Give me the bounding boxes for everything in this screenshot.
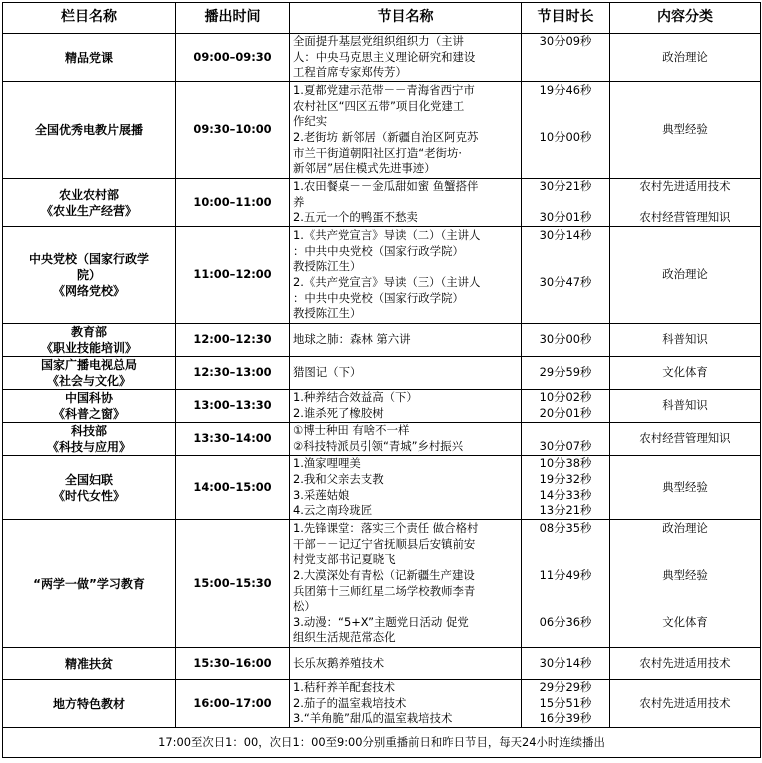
column-name-cell-line: 国家广播电视总局 (40, 358, 137, 372)
category-cell (610, 179, 761, 227)
category-cell (610, 227, 761, 324)
table-row (3, 456, 761, 520)
program-name-cell-line: 3.“羊角脆”甜瓜的温室栽培技术 (293, 711, 453, 726)
duration-cell-line: 30分14秒 (539, 228, 592, 243)
duration-cell-line: 30分47秒 (539, 275, 592, 289)
duration-cell (522, 179, 610, 227)
column-name-cell (3, 423, 176, 456)
duration-cell-line: 16分39秒 (539, 711, 592, 726)
table-row (3, 34, 761, 82)
column-name-cell (3, 648, 176, 680)
duration-cell-line: 06分36秒 (539, 614, 592, 629)
column-name-cell (3, 390, 176, 423)
header-column-name: 栏目名称 (3, 3, 176, 34)
column-name-cell-line: 精品党课 (64, 50, 113, 65)
duration-cell (522, 648, 610, 680)
program-name-cell-line: 2.老街坊 新邻居（新疆自治区阿克苏 (293, 130, 479, 144)
category-cell-line: 科普知识 (662, 332, 708, 347)
duration-cell-line: 19分32秒 (539, 471, 592, 486)
table-row (3, 680, 761, 728)
duration-cell-line: 11分49秒 (539, 567, 592, 582)
duration-cell (522, 227, 610, 324)
column-name-cell-line: 教育部 (70, 325, 107, 339)
table-row (3, 390, 761, 423)
column-name-cell (3, 82, 176, 179)
header-program-name: 节目名称 (290, 3, 522, 34)
column-name-cell (3, 456, 176, 520)
program-name-cell-line: ②科技特派员引领“青城”乡村振兴 (293, 439, 464, 453)
duration-cell-line: 30分14秒 (539, 655, 592, 670)
duration-cell-line: 30分01秒 (539, 210, 592, 225)
category-cell (610, 34, 761, 82)
air-time-cell: 15:30–16:00 (176, 648, 290, 680)
category-cell-line: 文化体育 (662, 614, 708, 629)
program-name-cell (290, 227, 522, 324)
duration-cell-line (525, 259, 606, 275)
duration-cell-line: 15分51秒 (539, 695, 592, 710)
category-cell-line: 典型经验 (662, 479, 708, 494)
category-cell-line (613, 630, 757, 646)
program-name-cell (290, 179, 522, 227)
header-air-time: 播出时间 (176, 3, 290, 34)
duration-cell (522, 456, 610, 520)
duration-cell-line (525, 537, 606, 553)
category-cell (610, 648, 761, 680)
program-name-cell-line: 兵团第十三师红星二场学校教师李青 (293, 583, 476, 598)
category-cell-line (613, 584, 757, 600)
program-name-cell-line: ①博士种田 有啥不一样 (293, 423, 410, 438)
table-row (3, 324, 761, 357)
program-name-cell-line: 猎图记（下） (293, 365, 362, 380)
category-cell (610, 456, 761, 520)
program-name-cell (290, 423, 522, 456)
duration-cell (522, 357, 610, 390)
column-name-cell (3, 324, 176, 357)
category-cell-line: 农村经营管理知识 (639, 431, 731, 446)
program-name-cell-line: 工程首席专家郑传芳） (293, 65, 407, 80)
program-name-cell-line: 长乐灰鹅养殖技术 (293, 655, 385, 670)
category-cell-line (613, 552, 757, 568)
category-cell-line: 农村先进适用技术 (639, 655, 731, 670)
duration-cell-line: 30分09秒 (539, 34, 592, 49)
program-name-cell-line: 1.先锋课堂：落实三个责任 做合格村 (293, 521, 479, 536)
program-name-cell-line: 3.动漫：“5+X”主题党日活动 促党 (293, 614, 469, 629)
duration-cell-line: 30分00秒 (539, 332, 592, 347)
program-name-cell-line: 1.农田餐桌－－金瓜甜如蜜 鱼蟹搭伴 (293, 179, 479, 194)
column-name-cell-line: 精准扶贫 (64, 656, 113, 671)
column-name-cell (3, 227, 176, 324)
schedule-body (3, 34, 761, 728)
header-category: 内容分类 (610, 3, 761, 34)
program-name-cell-line: 2.我和父亲去支教 (293, 471, 384, 486)
column-name-cell-line: 《科技与应用》 (46, 440, 131, 454)
column-name-cell-line: 《科普之窗》 (52, 407, 125, 421)
program-name-cell-line: 2.大漠深处有青松（记新疆生产建设 (293, 567, 475, 582)
table-row (3, 520, 761, 648)
table-row (3, 648, 761, 680)
duration-cell-line: 08分35秒 (539, 521, 592, 536)
duration-cell-line (525, 584, 606, 600)
category-cell-line: 农村先进适用技术 (639, 179, 731, 194)
program-name-cell-line: ：中共中央党校（国家行政学院） (293, 290, 464, 305)
program-name-cell (290, 357, 522, 390)
column-name-cell-line: 全国优秀电教片展播 (34, 123, 143, 137)
table-row (3, 227, 761, 324)
program-name-cell-line: 2.《共产党宣言》导读（三）（主讲人 (293, 275, 481, 289)
duration-cell-line (525, 146, 606, 162)
footer-row (3, 728, 761, 758)
duration-cell-line: 19分46秒 (539, 83, 592, 98)
air-time-cell: 12:00–12:30 (176, 324, 290, 357)
duration-cell (522, 423, 610, 456)
duration-cell-line (525, 244, 606, 260)
program-name-cell (290, 324, 522, 357)
column-name-cell (3, 520, 176, 648)
program-name-cell-line: 4.云之南玲珑匠 (293, 503, 373, 518)
air-time-cell: 09:30–10:00 (176, 82, 290, 179)
column-name-cell-line: 地方特色教材 (52, 696, 125, 711)
category-cell (610, 324, 761, 357)
program-name-cell (290, 680, 522, 728)
column-name-cell-line: 全国妇联 (64, 472, 113, 487)
category-cell-line (613, 599, 757, 615)
air-time-cell: 14:00–15:00 (176, 456, 290, 520)
air-time-cell: 10:00–11:00 (176, 179, 290, 227)
program-name-cell-line: 地球之肺：森林 第六讲 (293, 332, 411, 347)
duration-cell (522, 82, 610, 179)
duration-cell-line: 30分07秒 (539, 439, 592, 453)
duration-cell-line (525, 630, 606, 646)
category-cell-line: 政治理论 (662, 521, 708, 536)
category-cell-line: 政治理论 (662, 267, 708, 282)
duration-cell-line: 14分33秒 (539, 487, 592, 502)
air-time-cell: 09:00–09:30 (176, 34, 290, 82)
rebroadcast-note: 17:00至次日1：00，次日1：00至9:00分别重播前日和昨日节目，每天24小时连续播出 (3, 728, 761, 758)
duration-cell-line: 29分59秒 (539, 365, 592, 380)
program-name-cell (290, 34, 522, 82)
program-name-cell-line: 1.《共产党宣言》导读（二）（主讲人 (293, 228, 481, 243)
air-time-cell: 13:00–13:30 (176, 390, 290, 423)
category-cell-line: 文化体育 (662, 365, 708, 380)
program-name-cell (290, 456, 522, 520)
category-cell (610, 82, 761, 179)
column-name-cell-line: 中央党校（国家行政学 (28, 252, 149, 266)
category-cell-line: 典型经验 (662, 567, 708, 582)
column-name-cell (3, 680, 176, 728)
duration-cell-line (525, 291, 606, 307)
category-cell-line (613, 195, 757, 211)
duration-cell-line: 30分21秒 (539, 179, 592, 194)
duration-cell (522, 34, 610, 82)
duration-cell-line: 13分21秒 (539, 503, 592, 518)
program-name-cell-line: 村党支部书记夏晓飞 (293, 552, 396, 567)
air-time-cell: 11:00–12:00 (176, 227, 290, 324)
column-name-cell-line: 《时代女性》 (52, 488, 125, 503)
duration-cell (522, 680, 610, 728)
program-name-cell-line: 3.采莲姑娘 (293, 487, 350, 502)
header-row (3, 3, 761, 34)
program-name-cell-line: 2.茄子的温室栽培技术 (293, 695, 407, 710)
column-name-cell-line: 《社会与文化》 (46, 374, 131, 388)
program-name-cell (290, 390, 522, 423)
category-cell-line: 政治理论 (662, 49, 708, 64)
air-time-cell: 12:30–13:00 (176, 357, 290, 390)
column-name-cell (3, 34, 176, 82)
header-duration: 节目时长 (522, 3, 610, 34)
program-name-cell-line: 教授陈江生） (293, 259, 362, 274)
column-name-cell-line: 《职业技能培训》 (40, 341, 137, 355)
category-cell (610, 390, 761, 423)
duration-cell-line (525, 161, 606, 177)
column-name-cell-line: 院） (76, 268, 101, 282)
duration-cell-line (525, 306, 606, 322)
column-name-cell (3, 179, 176, 227)
duration-cell-line: 10分02秒 (539, 390, 592, 405)
category-cell-line: 科普知识 (662, 398, 708, 413)
program-name-cell-line: 1.夏都党建示范带－－青海省西宁市 (293, 83, 475, 98)
schedule-table (2, 2, 761, 758)
air-time-cell: 16:00–17:00 (176, 680, 290, 728)
category-cell-line: 农村经营管理知识 (639, 210, 731, 225)
column-name-cell-line: 《农业生产经营》 (40, 203, 137, 218)
duration-cell (522, 324, 610, 357)
category-cell-line: 农村先进适用技术 (639, 695, 731, 710)
column-name-cell-line: 《网络党校》 (52, 284, 125, 298)
program-name-cell-line: 全面提升基层党组织组织力（主讲 (293, 34, 464, 49)
category-cell (610, 357, 761, 390)
category-cell (610, 423, 761, 456)
duration-cell-line: 29分29秒 (539, 680, 592, 695)
column-name-cell-line: “两学一做”学习教育 (33, 576, 145, 591)
column-name-cell (3, 357, 176, 390)
program-name-cell-line: 组织生活规范常态化 (293, 630, 396, 645)
program-name-cell-line: 松） (293, 599, 316, 614)
program-name-cell-line: 作纪实 (293, 114, 328, 129)
program-name-cell-line: 2.谁杀死了橡胶树 (293, 406, 384, 420)
program-name-cell-line: 养 (293, 194, 305, 209)
program-name-cell-line: 1.种养结合效益高（下） (293, 390, 418, 405)
column-name-cell-line: 科技部 (70, 424, 107, 438)
duration-cell (522, 390, 610, 423)
duration-cell-line: 20分01秒 (539, 406, 592, 420)
air-time-cell: 15:00–15:30 (176, 520, 290, 648)
program-name-cell-line: ：中共中央党校（国家行政学院） (293, 243, 464, 258)
program-name-cell-line: 1.渔家哩哩美 (293, 456, 361, 471)
program-name-cell-line: 2.五元一个的鸭蛋不愁卖 (293, 210, 418, 225)
duration-cell-line (525, 114, 606, 130)
duration-cell-line (525, 195, 606, 211)
program-name-cell-line: 农村社区“四区五带”项目化党建工 (293, 98, 465, 113)
duration-cell-line (525, 599, 606, 615)
table-row (3, 179, 761, 227)
column-name-cell-line: 中国科协 (64, 391, 113, 405)
duration-cell-line (525, 50, 606, 66)
program-name-cell (290, 520, 522, 648)
program-name-cell (290, 82, 522, 179)
duration-cell (522, 520, 610, 648)
program-name-cell-line: 新邻居”居住模式先进事迹） (293, 161, 436, 176)
category-cell (610, 680, 761, 728)
column-name-cell-line: 农业农村部 (58, 187, 119, 202)
air-time-cell: 13:30–14:00 (176, 423, 290, 456)
duration-cell-line: 10分38秒 (539, 456, 592, 471)
category-cell-line: 典型经验 (662, 122, 708, 137)
table-row (3, 423, 761, 456)
program-name-cell-line: 教授陈江生） (293, 306, 362, 321)
program-name-cell-line: 1.秸秆养羊配套技术 (293, 680, 395, 695)
duration-cell-line (525, 65, 606, 81)
duration-cell-line (525, 552, 606, 568)
duration-cell-line (525, 423, 606, 439)
program-name-cell-line: 市兰干街道朝阳社区打造“老街坊· (293, 145, 462, 160)
duration-cell-line (525, 99, 606, 115)
table-row (3, 357, 761, 390)
program-name-cell (290, 648, 522, 680)
category-cell-line (613, 537, 757, 553)
duration-cell-line: 10分00秒 (539, 130, 592, 144)
program-name-cell-line: 人：中央马克思主义理论研究和建设 (293, 49, 476, 64)
table-row (3, 82, 761, 179)
category-cell (610, 520, 761, 648)
program-name-cell-line: 干部－－记辽宁省抚顺县后安镇前安 (293, 536, 476, 551)
